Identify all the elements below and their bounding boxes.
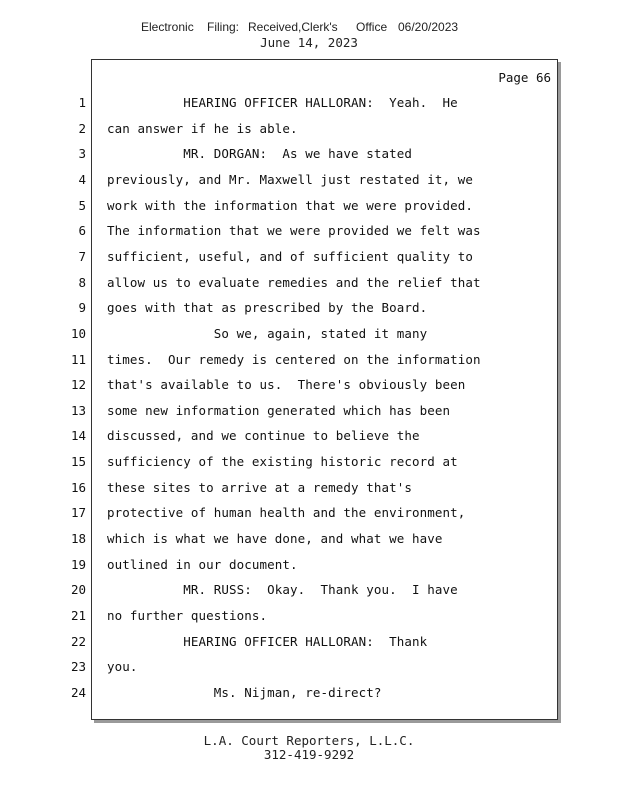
footer-company: L.A. Court Reporters, L.L.C. bbox=[203, 733, 415, 748]
stamp-filing: Filing: bbox=[207, 20, 240, 34]
line-number: 7 bbox=[78, 248, 86, 264]
page-number: Page 66 bbox=[498, 70, 551, 85]
transcript-line-text: some new information generated which has been bbox=[107, 402, 451, 418]
transcript-line-text: which is what we have done, and what we have bbox=[107, 531, 443, 546]
transcript-line-text: outlined in our document. bbox=[107, 556, 298, 572]
line-number: 17 bbox=[70, 505, 86, 521]
line-number: 10 bbox=[70, 325, 86, 341]
line-number: 22 bbox=[70, 633, 86, 649]
line-number: 18 bbox=[70, 531, 86, 546]
footer-phone: 312-419-9292 bbox=[263, 747, 355, 762]
transcript-line-text: sufficiency of the existing historic record at bbox=[107, 454, 458, 470]
line-number: 3 bbox=[78, 146, 86, 162]
line-number: 19 bbox=[70, 556, 86, 572]
transcript-line-text: these sites to arrive at a remedy that's bbox=[107, 479, 413, 495]
line-number: 8 bbox=[78, 274, 86, 290]
transcript-line-text: sufficient, useful, and of sufficient quality to bbox=[107, 248, 474, 264]
line-number: 24 bbox=[70, 684, 86, 700]
line-number: 14 bbox=[70, 428, 86, 444]
transcript-line-text: goes with that as prescribed by the Board. bbox=[107, 300, 428, 316]
line-number: 9 bbox=[78, 300, 86, 316]
transcript-line-text: protective of human health and the environment, bbox=[107, 505, 466, 521]
stamp-office: Office bbox=[356, 20, 388, 34]
transcript-line-text: times. Our remedy is centered on the information bbox=[107, 351, 481, 367]
transcript-line-text: you. bbox=[107, 659, 138, 675]
transcript-line-text: can answer if he is able. bbox=[107, 120, 298, 136]
transcript-line-text: previously, and Mr. Maxwell just restated it, we bbox=[107, 171, 474, 187]
electronic-filing-stamp bbox=[0, 20, 618, 36]
line-number: 13 bbox=[70, 402, 86, 418]
transcript-line-text: So we, again, stated it many bbox=[107, 325, 428, 341]
transcript-line-text: discussed, and we continue to believe the bbox=[107, 428, 420, 444]
line-number: 11 bbox=[70, 351, 86, 367]
transcript-line-text: that's available to us. There's obviously been bbox=[107, 377, 466, 393]
line-number: 1 bbox=[78, 95, 86, 110]
line-number: 12 bbox=[70, 377, 86, 393]
transcript-line-text: work with the information that we were provided. bbox=[107, 197, 474, 213]
line-number: 5 bbox=[78, 197, 86, 213]
line-number: 4 bbox=[78, 171, 86, 187]
stamp-received: Received,Clerk's bbox=[248, 20, 338, 34]
line-number: 20 bbox=[70, 582, 86, 598]
transcript-line-text: MR. DORGAN: As we have stated bbox=[107, 146, 413, 162]
line-number: 2 bbox=[78, 120, 86, 136]
stamp-electronic: Electronic bbox=[141, 20, 194, 34]
transcript-line-text: HEARING OFFICER HALLORAN: Thank bbox=[107, 633, 428, 649]
line-number: 16 bbox=[70, 479, 86, 495]
stamp-date: 06/20/2023 bbox=[398, 20, 459, 34]
transcript-line-text: Ms. Nijman, re-direct? bbox=[107, 684, 382, 700]
transcript-line-text: HEARING OFFICER HALLORAN: Yeah. He bbox=[107, 95, 458, 110]
line-number: 15 bbox=[70, 454, 86, 470]
transcript-line-text: allow us to evaluate remedies and the relief that bbox=[107, 274, 481, 290]
line-number: 6 bbox=[78, 223, 86, 239]
transcript-line-text: no further questions. bbox=[107, 608, 268, 623]
line-number: 23 bbox=[70, 659, 86, 675]
hearing-date: June 14, 2023 bbox=[260, 35, 358, 50]
transcript-line-text: MR. RUSS: Okay. Thank you. I have bbox=[107, 582, 458, 598]
transcript-line-text: The information that we were provided we felt was bbox=[107, 223, 481, 239]
line-number: 21 bbox=[70, 608, 86, 623]
